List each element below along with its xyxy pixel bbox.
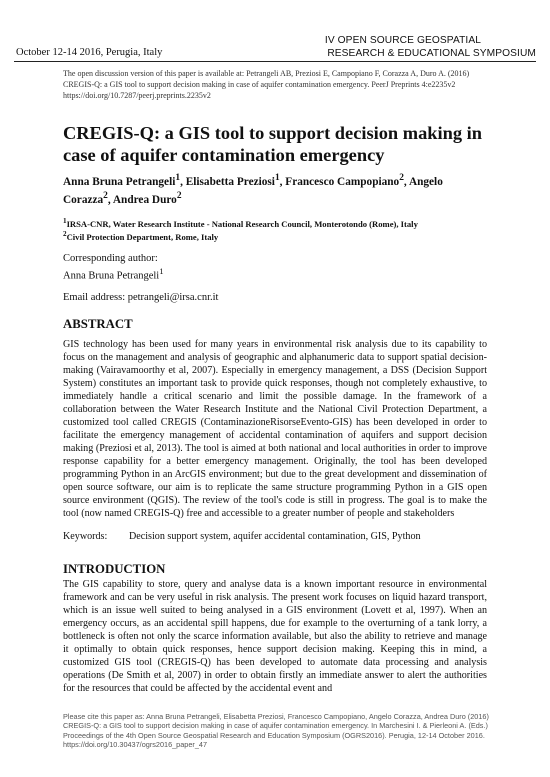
introduction-text: The GIS capability to store, query and analyse data is a known important resource in environmental framework and can be very useful in risk analysis. The present work focuses on liquid hazard transport, which is an issue well suited to being analysed in a GIS environment (Lovett et al, 1997). When an emergency occurs, as an accidental spill happens, due for example to the overturning of a tank lorry, a bottleneck is often not only the scarce information available, but also the ability to retrieve and manage it optimally to obtain quick responses, hence support decision making. Keeping this in mind, a customized GIS tool (CREGIS-Q) has been developed to automate data processing and analysis operations (De Smith et al, 2007) in order to obtain firstly an immediate answer to alert the authorities for the resources that could be affected by the accidental event and [63, 578, 487, 694]
conference-date-place: October 12-14 2016, Perugia, Italy [16, 47, 163, 58]
keywords [63, 530, 487, 543]
author-name: Angelo Corazza [63, 175, 443, 206]
keywords-label: Keywords: [63, 530, 108, 542]
abstract-heading: ABSTRACT [63, 316, 133, 331]
author-name: Francesco Campopiano [285, 175, 400, 188]
corresponding-name-line [63, 265, 487, 283]
keywords-value: Decision support system, aquifer accidental contamination, GIS, Python [129, 530, 421, 542]
header-rule [14, 61, 536, 62]
author-affil-mark: 1 [274, 173, 280, 183]
preprint-notice: The open discussion version of this paper is available at: Petrangeli AB, Preziosi E, Campopiano F, Corazza A, Duro A. (2016) CREGIS-Q: a GIS tool to support decision making in case of aquifer contamination emergency. PeerJ Preprints 4:e2235v2 https://doi.org/10.7287/peerj.preprints.2235v2 [63, 69, 470, 100]
conference-name-line2: RESEARCH & EDUCATIONAL SYMPOSIUM [327, 48, 536, 60]
affil-mark: 1 [159, 266, 164, 277]
corresponding-name: Anna Bruna Petrangeli [63, 270, 160, 282]
introduction-heading: INTRODUCTION [63, 561, 166, 576]
author-name: Elisabetta Preziosi [185, 175, 275, 188]
author-affil-mark: 2 [399, 173, 404, 183]
abstract-text: GIS technology has been used for many years in environmental risk analysis due to its capability to focus on the management and analysis of geographic and alphanumeric data to support spatial decision-making (Vairavamoorthy et al, 2007). Especially in emergency management, a DSS (Decision Support System) constitutes an important task to provide quick responses, though not completely exhaustive, to immediately handle a critical scenario and limit the possible damage. In the framework of a collaboration between the Water Research Institute and the National Civil Protection Department, a customized tool called CREGIS (ContaminazioneRisorseEvento-GIS) has been developed in order to facilitate the emergency management of accidental contamination of aquifers and support decision making (Preziosi et al, 2013). The tool is aimed at both national and local authorities in order to improve response capability for a better emergency management. Originally, the tool has been developed programming Python in an ArcGIS environment; but due to the great development and dissemination of open source software, our aim is to replicate the same structure programming Python in a GIS open source environment (QGIS). The review of the tool's code is still in progress. The goal is to make the tool (now named CREGIS-Q) free and accessible to a greater number of people and stakeholders [63, 338, 487, 519]
author-list: Anna Bruna Petrangeli$^1$, Elisabetta Preziosi$^1$, Francesco Campopiano$^2$, Angelo Corazza$^2$, Andrea Duro$^2$ [63, 173, 443, 206]
corresponding-label: Corresponding author: [63, 252, 158, 264]
author-name: Andrea Duro [112, 193, 177, 206]
paper-title: CREGIS-Q: a GIS tool to support decision making in case of aquifer contamination emergency [63, 123, 482, 165]
affil-mark: 1 [63, 216, 67, 225]
author-affil-mark: 1 [175, 173, 181, 183]
conference-name-line1: IV OPEN SOURCE GEOSPATIAL [324, 35, 481, 46]
conference-name [325, 34, 536, 60]
author-name: Anna Bruna Petrangeli [63, 175, 176, 188]
affiliations [63, 216, 487, 243]
corresponding-author [63, 253, 487, 284]
paper-body [63, 122, 487, 695]
affiliation-1 [63, 216, 487, 230]
affil-mark: 2 [63, 230, 67, 239]
affiliation-text: Civil Protection Department, Rome, Italy [66, 231, 219, 242]
author-affil-mark: 2 [103, 190, 108, 201]
affiliation-2 [63, 229, 487, 243]
affiliation-text: IRSA-CNR, Water Research Institute - National Research Council, Monterotondo (Rome), Italy [66, 218, 418, 229]
citation-footer: Please cite this paper as: Anna Bruna Petrangeli, Elisabetta Preziosi, Francesco Campopiano, Angelo Corazza, Andrea Duro (2016) CREGIS-Q: a GIS tool to support decision making in case of aquifer contamination emergency. In Marchesini I. & Pierleoni A. (Eds.) Proceedings of the 4th Open Source Geospatial Research and Education Symposium (OGRS2016). Perugia, 12-14 October 2016. https://doi.org/10.30437/ogrs2016_paper_47 [63, 712, 489, 750]
page-header [0, 0, 550, 62]
author-affil-mark: 2 [176, 190, 182, 201]
corresponding-email: Email address: petrangeli@irsa.cnr.it [63, 292, 219, 304]
